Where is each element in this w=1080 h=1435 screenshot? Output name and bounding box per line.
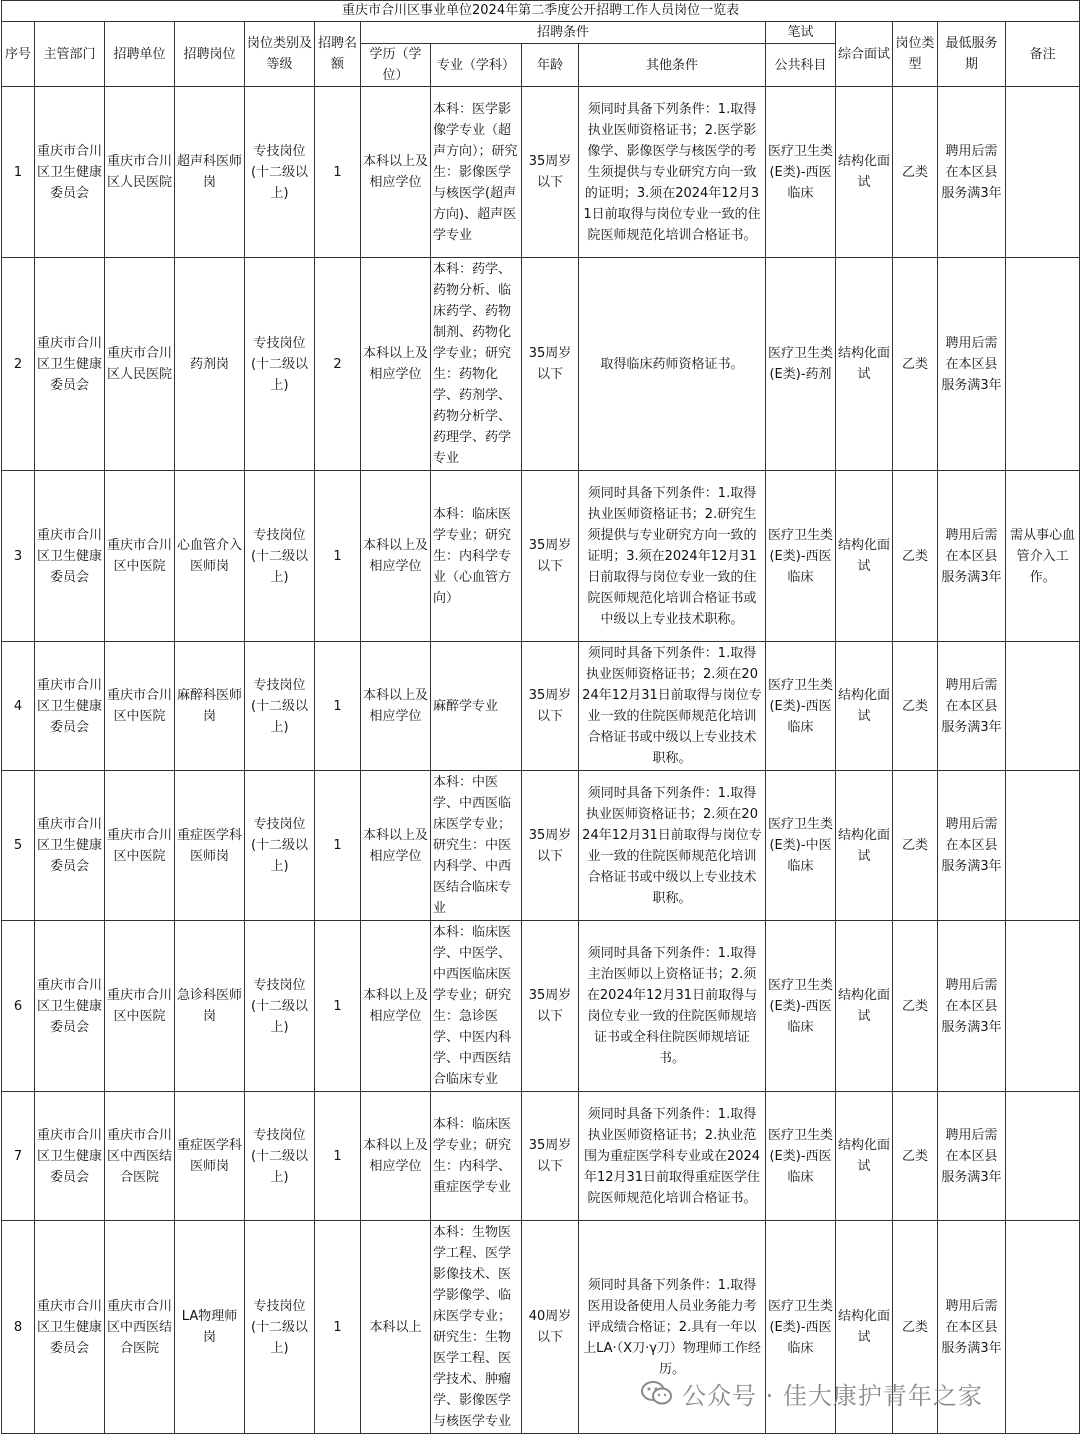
- row-interview: 结构化面试: [836, 921, 893, 1092]
- header-interview: 综合面试: [836, 22, 893, 87]
- row-major: 本科：临床医学专业；研究生：内科学、重症医学专业: [431, 1092, 522, 1221]
- header-age: 年龄: [522, 44, 579, 87]
- row-category: 专技岗位(十二级以上): [245, 1092, 315, 1221]
- row-other: 须同时具备下列条件：1.取得主治医师以上资格证书；2.须在2024年12月31日前取得与岗位专业一致的住院医师规培证书或全科住院医师规培证书。: [579, 921, 766, 1092]
- row-post: 急诊科医师岗: [175, 921, 245, 1092]
- row-unit: 重庆市合川区中西医结合医院: [105, 1092, 175, 1221]
- recruitment-table: [1, 0, 1080, 1434]
- row-unit: 重庆市合川区人民医院: [105, 258, 175, 471]
- row-education: 本科以上: [361, 1221, 431, 1434]
- watermark-text: 公众号 · 佳大康护青年之家: [682, 1381, 983, 1410]
- row-subject: 医疗卫生类(E类)-西医临床: [766, 642, 836, 771]
- header-conditions-group: 招聘条件: [361, 22, 766, 44]
- row-category: 专技岗位(十二级以上): [245, 921, 315, 1092]
- row-post: 超声科医师岗: [175, 87, 245, 258]
- row-post: LA物理师岗: [175, 1221, 245, 1434]
- row-subject: 医疗卫生类(E类)-西医临床: [766, 87, 836, 258]
- row-age: 40周岁以下: [522, 1221, 579, 1434]
- row-major: 本科：医学影像学专业（超声方向）；研究生：影像医学与核医学(超声方向)、超声医学专业: [431, 87, 522, 258]
- row-dept: 重庆市合川区卫生健康委员会: [35, 258, 105, 471]
- table-row: [2, 771, 1080, 921]
- row-seq: 7: [2, 1092, 35, 1221]
- row-type: 乙类: [893, 1092, 938, 1221]
- row-dept: 重庆市合川区卫生健康委员会: [35, 471, 105, 642]
- row-quota: 2: [315, 258, 361, 471]
- row-education: 本科以上及相应学位: [361, 771, 431, 921]
- row-service: 聘用后需在本区县服务满3年: [938, 1221, 1006, 1434]
- table-row: [2, 87, 1080, 258]
- row-subject: 医疗卫生类(E类)-西医临床: [766, 1221, 836, 1434]
- row-interview: 结构化面试: [836, 1092, 893, 1221]
- row-post: 药剂岗: [175, 258, 245, 471]
- row-post: 重症医学科医师岗: [175, 771, 245, 921]
- row-interview: 结构化面试: [836, 1221, 893, 1434]
- row-remark: [1006, 258, 1080, 471]
- table-row: [2, 1092, 1080, 1221]
- row-service: 聘用后需在本区县服务满3年: [938, 921, 1006, 1092]
- row-other: 须同时具备下列条件：1.取得医用设备使用人员业务能力考评成绩合格证；2.具有一年以上LA·（X刀·γ刀）物理师工作经历。: [579, 1221, 766, 1434]
- row-unit: 重庆市合川区中医院: [105, 921, 175, 1092]
- row-dept: 重庆市合川区卫生健康委员会: [35, 1092, 105, 1221]
- row-other: 取得临床药师资格证书。: [579, 258, 766, 471]
- row-interview: 结构化面试: [836, 258, 893, 471]
- row-seq: 2: [2, 258, 35, 471]
- row-unit: 重庆市合川区中西医结合医院: [105, 1221, 175, 1434]
- row-post: 心血管介入医师岗: [175, 471, 245, 642]
- row-dept: 重庆市合川区卫生健康委员会: [35, 1221, 105, 1434]
- row-major: 本科：药学、药物分析、临床药学、药物制剂、药物化学专业；研究生：药物化学、药剂学、药物分析学、药理学、药学专业: [431, 258, 522, 471]
- row-remark: [1006, 1092, 1080, 1221]
- row-education: 本科以上及相应学位: [361, 258, 431, 471]
- row-education: 本科以上及相应学位: [361, 1092, 431, 1221]
- row-major: 麻醉学专业: [431, 642, 522, 771]
- row-type: 乙类: [893, 771, 938, 921]
- row-service: 聘用后需在本区县服务满3年: [938, 471, 1006, 642]
- row-major: 本科：临床医学、中医学、中西医临床医学专业；研究生：急诊医学、中医内科学、中西医结合临床专业: [431, 921, 522, 1092]
- row-unit: 重庆市合川区中医院: [105, 471, 175, 642]
- row-interview: 结构化面试: [836, 471, 893, 642]
- row-category: 专技岗位(十二级以上): [245, 771, 315, 921]
- row-subject: 医疗卫生类(E类)-西医临床: [766, 1092, 836, 1221]
- row-dept: 重庆市合川区卫生健康委员会: [35, 921, 105, 1092]
- row-subject: 医疗卫生类(E类)-药剂: [766, 258, 836, 471]
- header-category: 岗位类别及等级: [245, 22, 315, 87]
- row-type: 乙类: [893, 87, 938, 258]
- row-other: 须同时具备下列条件：1.取得执业医师资格证书；2.须在2024年12月31日前取得与岗位专业一致的住院医师规范化培训合格证书或中级以上专业技术职称。: [579, 771, 766, 921]
- row-seq: 5: [2, 771, 35, 921]
- row-unit: 重庆市合川区中医院: [105, 771, 175, 921]
- row-quota: 1: [315, 642, 361, 771]
- row-other: 须同时具备下列条件：1.取得执业医师资格证书；2.研究生须提供与专业研究方向一致的证明；3.须在2024年12月31日前取得与岗位专业一致的住院医师规范化培训合格证书或中级以上专业技术职称。: [579, 471, 766, 642]
- header-exam-group: 笔试: [766, 22, 836, 44]
- header-remark: 备注: [1006, 22, 1080, 87]
- row-category: 专技岗位(十二级以上): [245, 1221, 315, 1434]
- header-post-type: 岗位类型: [893, 22, 938, 87]
- row-remark: 需从事心血管介入工作。: [1006, 471, 1080, 642]
- row-seq: 3: [2, 471, 35, 642]
- header-unit: 招聘单位: [105, 22, 175, 87]
- row-category: 专技岗位(十二级以上): [245, 642, 315, 771]
- row-age: 35周岁以下: [522, 471, 579, 642]
- header-seq: 序号: [2, 22, 35, 87]
- row-seq: 6: [2, 921, 35, 1092]
- row-type: 乙类: [893, 921, 938, 1092]
- row-seq: 1: [2, 87, 35, 258]
- row-post: 麻醉科医师岗: [175, 642, 245, 771]
- row-category: 专技岗位(十二级以上): [245, 87, 315, 258]
- header-other: 其他条件: [579, 44, 766, 87]
- row-quota: 1: [315, 1221, 361, 1434]
- row-subject: 医疗卫生类(E类)-中医临床: [766, 771, 836, 921]
- header-education: 学历（学位）: [361, 44, 431, 87]
- row-age: 35周岁以下: [522, 921, 579, 1092]
- row-education: 本科以上及相应学位: [361, 921, 431, 1092]
- row-unit: 重庆市合川区人民医院: [105, 87, 175, 258]
- row-unit: 重庆市合川区中医院: [105, 642, 175, 771]
- row-age: 35周岁以下: [522, 87, 579, 258]
- table-row: [2, 258, 1080, 471]
- row-education: 本科以上及相应学位: [361, 87, 431, 258]
- row-service: 聘用后需在本区县服务满3年: [938, 87, 1006, 258]
- row-type: 乙类: [893, 1221, 938, 1434]
- row-age: 35周岁以下: [522, 771, 579, 921]
- row-remark: [1006, 921, 1080, 1092]
- row-service: 聘用后需在本区县服务满3年: [938, 642, 1006, 771]
- row-type: 乙类: [893, 642, 938, 771]
- row-category: 专技岗位(十二级以上): [245, 471, 315, 642]
- row-type: 乙类: [893, 471, 938, 642]
- wechat-icon: [640, 1380, 674, 1406]
- row-interview: 结构化面试: [836, 771, 893, 921]
- row-service: 聘用后需在本区县服务满3年: [938, 258, 1006, 471]
- header-dept: 主管部门: [35, 22, 105, 87]
- row-post: 重症医学科医师岗: [175, 1092, 245, 1221]
- row-other: 须同时具备下列条件：1.取得执业医师资格证书；2.须在2024年12月31日前取得与岗位专业一致的住院医师规范化培训合格证书或中级以上专业技术职称。: [579, 642, 766, 771]
- row-other: 须同时具备下列条件：1.取得执业医师资格证书；2.执业范围为重症医学科专业或在2024年12月31日前取得重症医学住院医师规范化培训合格证书。: [579, 1092, 766, 1221]
- row-service: 聘用后需在本区县服务满3年: [938, 1092, 1006, 1221]
- row-education: 本科以上及相应学位: [361, 642, 431, 771]
- header-post: 招聘岗位: [175, 22, 245, 87]
- row-major: 本科：生物医学工程、医学影像技术、医学影像学、临床医学专业；研究生：生物医学工程、医学技术、肿瘤学、影像医学与核医学专业: [431, 1221, 522, 1434]
- header-quota: 招聘名额: [315, 22, 361, 87]
- table-row: [2, 921, 1080, 1092]
- row-service: 聘用后需在本区县服务满3年: [938, 771, 1006, 921]
- row-subject: 医疗卫生类(E类)-西医临床: [766, 471, 836, 642]
- row-seq: 8: [2, 1221, 35, 1434]
- row-remark: [1006, 1221, 1080, 1434]
- header-public-subject: 公共科目: [766, 44, 836, 87]
- row-quota: 1: [315, 921, 361, 1092]
- watermark: [640, 1373, 983, 1413]
- row-quota: 1: [315, 87, 361, 258]
- table-title: 重庆市合川区事业单位2024年第二季度公开招聘工作人员岗位一览表: [2, 1, 1080, 22]
- row-quota: 1: [315, 771, 361, 921]
- row-age: 35周岁以下: [522, 1092, 579, 1221]
- row-remark: [1006, 642, 1080, 771]
- row-age: 35周岁以下: [522, 642, 579, 771]
- row-remark: [1006, 771, 1080, 921]
- row-major: 本科：中医学、中西医临床医学专业；研究生：中医内科学、中西医结合临床专业: [431, 771, 522, 921]
- row-dept: 重庆市合川区卫生健康委员会: [35, 642, 105, 771]
- table-row: [2, 471, 1080, 642]
- row-education: 本科以上及相应学位: [361, 471, 431, 642]
- row-age: 35周岁以下: [522, 258, 579, 471]
- row-remark: [1006, 87, 1080, 258]
- row-seq: 4: [2, 642, 35, 771]
- row-dept: 重庆市合川区卫生健康委员会: [35, 87, 105, 258]
- header-major: 专业（学科）: [431, 44, 522, 87]
- row-interview: 结构化面试: [836, 87, 893, 258]
- row-quota: 1: [315, 1092, 361, 1221]
- row-other: 须同时具备下列条件：1.取得执业医师资格证书；2.医学影像学、影像医学与核医学的考生须提供与专业研究方向一致的证明；3.须在2024年12月31日前取得与岗位专业一致的住院医师规范化培训合格证书。: [579, 87, 766, 258]
- table-row: [2, 642, 1080, 771]
- row-major: 本科：临床医学专业；研究生：内科学专业（心血管方向）: [431, 471, 522, 642]
- row-quota: 1: [315, 471, 361, 642]
- row-subject: 医疗卫生类(E类)-西医临床: [766, 921, 836, 1092]
- row-interview: 结构化面试: [836, 642, 893, 771]
- row-dept: 重庆市合川区卫生健康委员会: [35, 771, 105, 921]
- row-type: 乙类: [893, 258, 938, 471]
- row-category: 专技岗位(十二级以上): [245, 258, 315, 471]
- header-service: 最低服务期: [938, 22, 1006, 87]
